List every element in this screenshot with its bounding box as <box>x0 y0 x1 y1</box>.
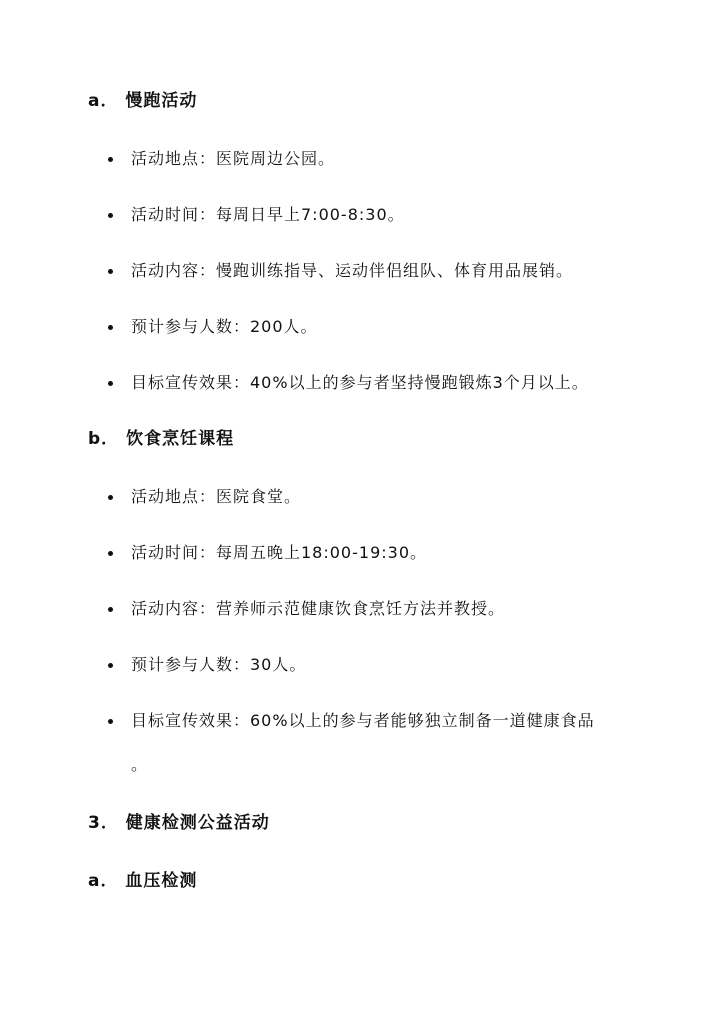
section-heading-jogging: a． 慢跑活动 <box>88 91 198 111</box>
list-item-text: 活动地点：医院食堂。 <box>131 487 302 506</box>
list-item-text: 预计参与人数：30人。 <box>131 655 307 674</box>
list-item-text: 目标宣传效果：60%以上的参与者能够独立制备一道健康食品 <box>131 711 595 730</box>
list-item-text: 活动内容：慢跑训练指导、运动伴侣组队、体育用品展销。 <box>131 261 574 280</box>
bullet-icon <box>108 495 113 500</box>
list-item-text: 目标宣传效果：40%以上的参与者坚持慢跑锻炼3个月以上。 <box>131 373 589 392</box>
bullet-icon <box>108 213 113 218</box>
bullet-icon <box>108 551 113 556</box>
section-heading-cooking: b． 饮食烹饪课程 <box>88 429 235 449</box>
bullet-icon <box>108 269 113 274</box>
list-item-text: 活动时间：每周日早上7:00-8:30。 <box>131 205 405 224</box>
list-item-text: 活动地点：医院周边公园。 <box>131 149 336 168</box>
section-heading-blood-pressure: a． 血压检测 <box>88 871 198 891</box>
bullet-icon <box>108 719 113 724</box>
bullet-icon <box>108 325 113 330</box>
bullet-icon <box>108 607 113 612</box>
bullet-icon <box>108 381 113 386</box>
list-item-text: 预计参与人数：200人。 <box>131 317 318 336</box>
bullet-icon <box>108 157 113 162</box>
list-item-continuation: 。 <box>131 755 148 774</box>
section-heading-health-check: 3． 健康检测公益活动 <box>88 813 270 833</box>
list-item-text: 活动内容：营养师示范健康饮食烹饪方法并教授。 <box>131 599 506 618</box>
list-item-text: 活动时间：每周五晚上18:00-19:30。 <box>131 543 427 562</box>
bullet-icon <box>108 663 113 668</box>
